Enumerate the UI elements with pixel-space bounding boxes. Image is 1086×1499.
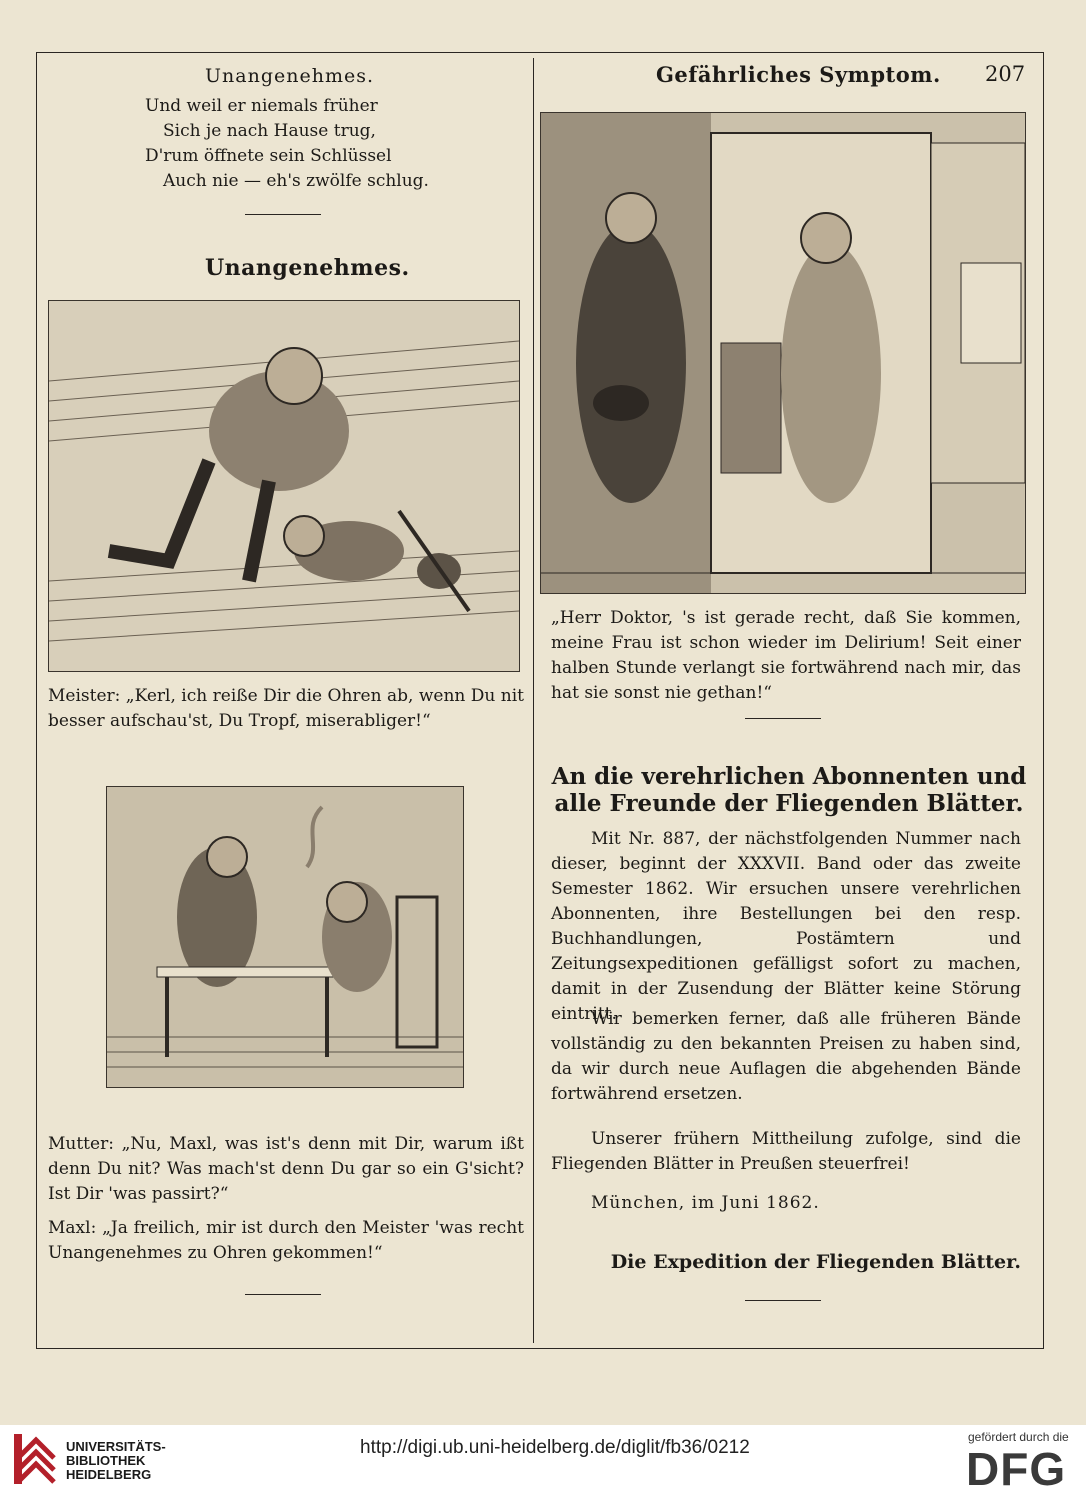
funding-note: gefördert durch die [968, 1430, 1069, 1444]
poem-line: Sich je nach Hause trug, [163, 121, 376, 141]
source-url-link[interactable]: http://digi.ub.uni-heidelberg.de/diglit/fb36/0212 [360, 1437, 750, 1458]
library-name-line: BIBLIOTHEK [66, 1453, 146, 1468]
header-left-title: Unangenehmes. [205, 65, 374, 87]
library-logo-icon [12, 1430, 62, 1488]
dfg-logo: DFG [966, 1443, 1067, 1495]
poem-line: D'rum öffnete sein Schlüssel [145, 146, 392, 166]
caption-doktor: „Herr Doktor, 's ist gerade recht, daß Sie kommen, meine Frau ist schon wieder im Delirium! Seit einer halben Stunde verlangt sie fortwährend nach mir, das hat sie sonst nie gethan!“ [551, 608, 1021, 703]
poem-line: Und weil er niemals früher [145, 96, 378, 116]
section-title: Unangenehmes. [205, 255, 410, 281]
illustration-meister [48, 300, 520, 672]
column-divider [533, 58, 534, 1343]
notice-paragraph: Mit Nr. 887, der nächstfolgenden Nummer nach dieser, beginnt der XXXVII. Band oder das zweite Semester 1862. Wir ersuchen unsere verehrlichen Abonnenten, ihre Bestellungen bei den resp. Buchhandlungen, Postämtern und Zeitungsexpeditionen gefälligst sofort zu machen, damit in der Zusendung der Blätter keine Störung eintritt. [551, 829, 1021, 1024]
separator-rule [745, 718, 821, 719]
caption-mutter: Mutter: „Nu, Maxl, was ist's denn mit Dir, warum ißt denn Du nit? Was mach'st denn Du gar so ein G'sicht? Ist Dir 'was passirt?“ [48, 1134, 524, 1204]
caption-meister: Meister: „Kerl, ich reiße Dir die Ohren ab, wenn Du nit besser aufschau'st, Du Tropf, miserabliger!“ [48, 686, 524, 731]
library-name-line: UNIVERSITÄTS- [66, 1439, 166, 1454]
notice-dateline: München, im Juni 1862. [591, 1193, 820, 1213]
page-number: 207 [985, 62, 1026, 86]
header-right-title: Gefährliches Symptom. [656, 62, 941, 87]
separator-rule [745, 1300, 821, 1301]
notice-paragraph: Unserer frühern Mittheilung zufolge, sind die Fliegenden Blätter in Preußen steuerfrei! [551, 1129, 1021, 1174]
illustration-mutter [106, 786, 464, 1088]
library-name [66, 1440, 166, 1482]
notice-title: An die verehrlichen Abonnenten und alle Freunde der Fliegenden Blätter. [551, 763, 1027, 817]
poem-line: Auch nie — eh's zwölfe schlug. [163, 171, 429, 191]
separator-rule [245, 214, 321, 215]
poem [145, 94, 435, 194]
notice-paragraph: Wir bemerken ferner, daß alle früheren Bände vollständig zu den bekannten Preisen zu haben sind, da wir durch neue Auflagen die abgehenden Bände fortwährend ersetzen. [551, 1009, 1021, 1104]
illustration-doktor [540, 112, 1026, 594]
caption-maxl: Maxl: „Ja freilich, mir ist durch den Meister 'was recht Unangenehmes zu Ohren gekommen!“ [48, 1218, 524, 1263]
notice-signature: Die Expedition der Fliegenden Blätter. [610, 1251, 1021, 1273]
separator-rule [245, 1294, 321, 1295]
library-name-line: HEIDELBERG [66, 1467, 152, 1482]
